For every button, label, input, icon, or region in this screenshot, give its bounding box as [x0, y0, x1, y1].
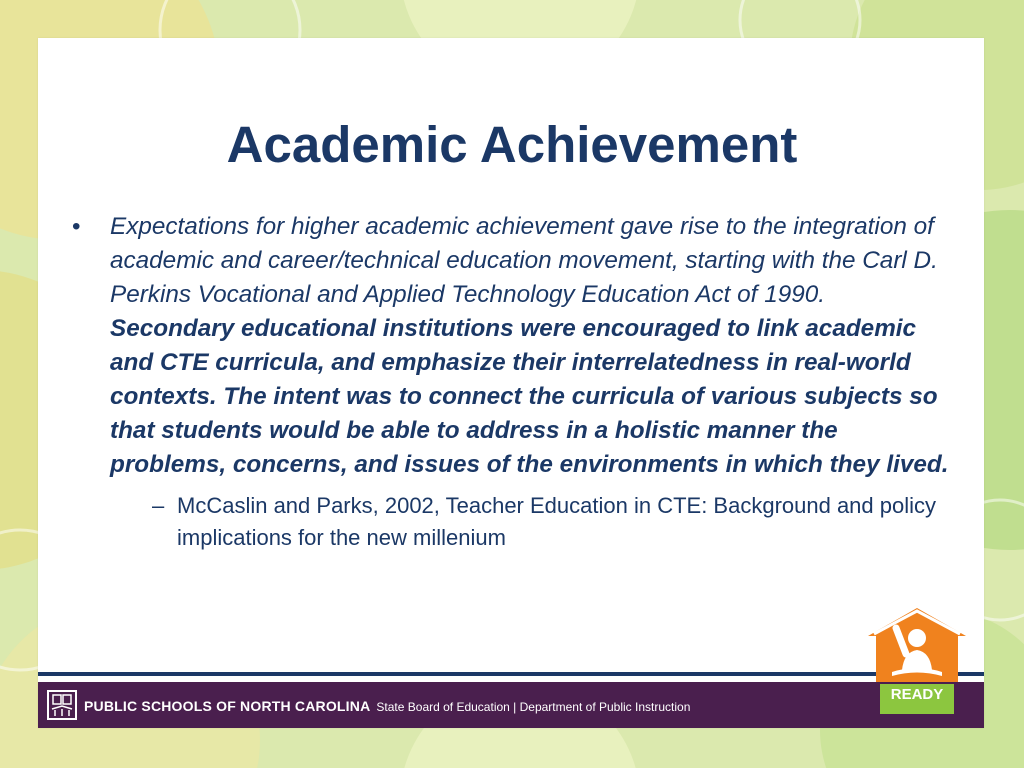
footer-text	[84, 697, 690, 716]
sub-bullet-item	[152, 490, 947, 554]
bullet-marker: •	[72, 213, 81, 240]
sub-bullet-marker: –	[152, 493, 165, 518]
bullet-text-regular: Expectations for higher academic achievement gave rise to the integration of academic and career/technical education movement, starting with the Carl D. Perkins Vocational and Applied Technology Education Act of 1990.	[110, 213, 938, 308]
bullet-text-bold: Secondary educational institutions were encouraged to link academic and CTE curricula, and emphasize their interrelatedness in real-world contexts. The intent was to connect the curricula of various subjects so that students would be able to address in a holistic manner the problems, concerns, and issues of the environments in which they lived.	[110, 315, 949, 478]
ready-badge-label: READY	[890, 686, 944, 703]
bullet-item	[72, 210, 952, 482]
slide-title: Academic Achievement	[226, 116, 798, 173]
sub-bullet-text: McCaslin and Parks, 2002, Teacher Education in CTE: Background and policy implications for the new millenium	[177, 493, 937, 550]
nc-seal-icon	[46, 689, 78, 721]
footer-divider	[38, 672, 984, 676]
footer-subtitle: State Board of Education | Department of Public Instruction	[376, 700, 691, 714]
slide-body	[72, 210, 952, 554]
footer-org-name: PUBLIC SCHOOLS OF NORTH CAROLINA	[84, 698, 371, 714]
